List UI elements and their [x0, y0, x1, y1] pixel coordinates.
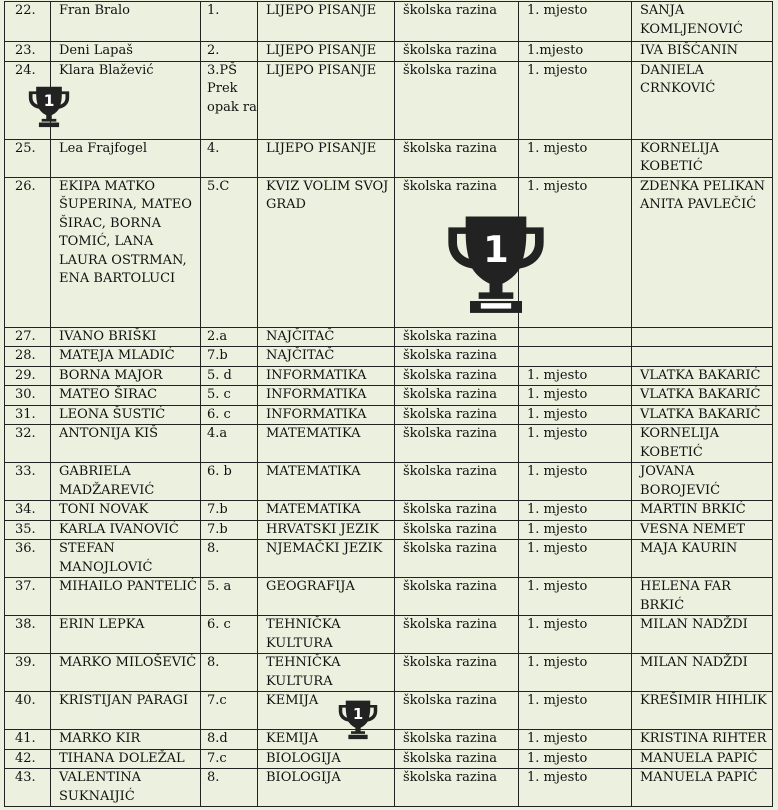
table-row	[5, 366, 773, 386]
trophy-icon	[26, 84, 72, 128]
table-row	[5, 42, 773, 62]
subject: LIJEPO PISANJE	[258, 42, 395, 62]
competition-level: školska razina	[395, 540, 519, 578]
student-name: MATEO ŠIRAC	[51, 386, 201, 406]
class-label: 5. c	[201, 386, 258, 406]
class-label: 7.c	[201, 692, 258, 730]
row-number: 24.	[5, 61, 51, 139]
table-row	[5, 327, 773, 347]
row-number: 38.	[5, 616, 51, 654]
student-name: ERIN LEPKA	[51, 616, 201, 654]
student-name: STEFAN MANOJLOVIĆ	[51, 540, 201, 578]
student-name: MARKO MILOŠEVIĆ	[51, 654, 201, 692]
placement: 1. mjesto	[519, 2, 632, 42]
subject: TEHNIČKA KULTURA	[258, 616, 395, 654]
subject: LIJEPO PISANJE	[258, 61, 395, 139]
row-number: 35.	[5, 520, 51, 540]
table-row	[5, 405, 773, 425]
placement: 1. mjesto	[519, 520, 632, 540]
student-name: EKIPA MATKO ŠUPERINA, MATEO ŠIRAC, BORNA TOMIĆ, LANA LAURA OSTRMAN, ENA BARTOLUCI	[51, 177, 201, 327]
table-row	[5, 654, 773, 692]
table-row	[5, 692, 773, 730]
subject: NAJČITAČ	[258, 347, 395, 367]
mentor-name: KORNELIJA KOBETIĆ	[632, 139, 773, 177]
class-label: 8.d	[201, 730, 258, 750]
class-label: 5. a	[201, 578, 258, 616]
placement: 1. mjesto	[519, 501, 632, 521]
table-row	[5, 177, 773, 327]
row-number: 34.	[5, 501, 51, 521]
placement: 1. mjesto	[519, 540, 632, 578]
mentor-name: KRISTINA RIHTER	[632, 730, 773, 750]
class-label: 8.	[201, 540, 258, 578]
table-row	[5, 463, 773, 501]
subject: TEHNIČKA KULTURA	[258, 654, 395, 692]
class-label: 5. d	[201, 366, 258, 386]
table-row	[5, 501, 773, 521]
class-label: 2.a	[201, 327, 258, 347]
mentor-name: HELENA FAR BRKIĆ	[632, 578, 773, 616]
placement: 1.mjesto	[519, 42, 632, 62]
table-row	[5, 769, 773, 807]
row-number: 42.	[5, 749, 51, 769]
mentor-name: MANUELA PAPIĆ	[632, 769, 773, 807]
row-number: 28.	[5, 347, 51, 367]
row-number: 39.	[5, 654, 51, 692]
svg-text:1: 1	[43, 92, 55, 110]
competition-level: školska razina	[395, 730, 519, 750]
competition-level: školska razina	[395, 42, 519, 62]
table-row	[5, 2, 773, 42]
row-number: 31.	[5, 405, 51, 425]
competition-level: školska razina	[395, 366, 519, 386]
student-name: ANTONIJA KIŠ	[51, 425, 201, 463]
subject: MATEMATIKA	[258, 463, 395, 501]
subject: KEMIJA	[258, 730, 395, 750]
svg-text:1: 1	[352, 705, 364, 723]
placement: 1. mjesto	[519, 139, 632, 177]
table-row	[5, 540, 773, 578]
row-number: 23.	[5, 42, 51, 62]
student-name: IVANO BRIŠKI	[51, 327, 201, 347]
subject: BIOLOGIJA	[258, 769, 395, 807]
competition-level: školska razina	[395, 501, 519, 521]
mentor-name: VLATKA BAKARIĆ	[632, 366, 773, 386]
row-number: 32.	[5, 425, 51, 463]
student-name: VALENTINA SUKNAIJIĆ	[51, 769, 201, 807]
student-name: Klara Blažević	[51, 61, 201, 139]
competition-level: školska razina	[395, 654, 519, 692]
row-number: 41.	[5, 730, 51, 750]
placement: 1. mjesto	[519, 654, 632, 692]
subject: NJEMAČKI JEZIK	[258, 540, 395, 578]
svg-text:1: 1	[483, 228, 509, 271]
placement	[519, 347, 632, 367]
class-label: 8.	[201, 769, 258, 807]
class-label: 7.c	[201, 749, 258, 769]
subject: MATEMATIKA	[258, 425, 395, 463]
student-name: TONI NOVAK	[51, 501, 201, 521]
competition-level: školska razina	[395, 769, 519, 807]
mentor-name: ZDENKA PELIKAN ANITA PAVLEČIĆ	[632, 177, 773, 327]
subject: INFORMATIKA	[258, 405, 395, 425]
subject: BIOLOGIJA	[258, 749, 395, 769]
placement: 1. mjesto	[519, 616, 632, 654]
competition-level: školska razina	[395, 386, 519, 406]
mentor-name: MILAN NADŽDI	[632, 616, 773, 654]
mentor-name: KORNELIJA KOBETIĆ	[632, 425, 773, 463]
student-name: GABRIELA MADŽAREVIĆ	[51, 463, 201, 501]
class-label: 6. c	[201, 405, 258, 425]
subject: INFORMATIKA	[258, 386, 395, 406]
mentor-name: VESNA NEMET	[632, 520, 773, 540]
table-row	[5, 139, 773, 177]
mentor-name: SANJA KOMLJENOVIĆ	[632, 2, 773, 42]
row-number: 33.	[5, 463, 51, 501]
row-number: 25.	[5, 139, 51, 177]
table-row	[5, 749, 773, 769]
placement: 1. mjesto	[519, 730, 632, 750]
placement	[519, 327, 632, 347]
placement: 1. mjesto	[519, 578, 632, 616]
table-row	[5, 578, 773, 616]
student-name: TIHANA DOLEŽAL	[51, 749, 201, 769]
competition-level: školska razina	[395, 749, 519, 769]
placement: 1. mjesto	[519, 425, 632, 463]
competition-level: školska razina	[395, 578, 519, 616]
row-number: 22.	[5, 2, 51, 42]
class-label: 3.PŠ Prek opak ra	[201, 61, 258, 139]
class-label: 6. b	[201, 463, 258, 501]
table-row	[5, 425, 773, 463]
row-number: 40.	[5, 692, 51, 730]
class-label: 7.b	[201, 520, 258, 540]
mentor-name: VLATKA BAKARIĆ	[632, 386, 773, 406]
placement: 1. mjesto	[519, 366, 632, 386]
trophy-icon	[336, 698, 380, 740]
table-row	[5, 520, 773, 540]
class-label: 8.	[201, 654, 258, 692]
row-number: 26.	[5, 177, 51, 327]
class-label: 5.C	[201, 177, 258, 327]
placement: 1. mjesto	[519, 405, 632, 425]
student-name: Lea Frajfogel	[51, 139, 201, 177]
placement: 1. mjesto	[519, 769, 632, 807]
placement: 1. mjesto	[519, 463, 632, 501]
competition-level: školska razina	[395, 692, 519, 730]
class-label: 2.	[201, 42, 258, 62]
table-row	[5, 386, 773, 406]
student-name: KARLA IVANOVIĆ	[51, 520, 201, 540]
competition-level: školska razina	[395, 347, 519, 367]
mentor-name	[632, 347, 773, 367]
results-table	[4, 1, 773, 807]
class-label: 4.	[201, 139, 258, 177]
competition-level: školska razina	[395, 616, 519, 654]
mentor-name: JOVANA BOROJEVIĆ	[632, 463, 773, 501]
student-name: Deni Lapaš	[51, 42, 201, 62]
mentor-name	[632, 327, 773, 347]
mentor-name: MILAN NADŽDI	[632, 654, 773, 692]
student-name: BORNA MAJOR	[51, 366, 201, 386]
class-label: 7.b	[201, 501, 258, 521]
student-name: MIHAILO PANTELIĆ	[51, 578, 201, 616]
placement: 1. mjesto	[519, 177, 632, 327]
placement: 1. mjesto	[519, 61, 632, 139]
row-number: 27.	[5, 327, 51, 347]
subject: HRVATSKI JEZIK	[258, 520, 395, 540]
class-label: 6. c	[201, 616, 258, 654]
subject: NAJČITAČ	[258, 327, 395, 347]
table-row	[5, 730, 773, 750]
student-name: MATEJA MLADIĆ	[51, 347, 201, 367]
placement: 1. mjesto	[519, 692, 632, 730]
table-row	[5, 61, 773, 139]
table-row	[5, 616, 773, 654]
mentor-name: MARTIN BRKIĆ	[632, 501, 773, 521]
placement: 1. mjesto	[519, 386, 632, 406]
student-name: LEONA ŠUSTIĆ	[51, 405, 201, 425]
subject: LIJEPO PISANJE	[258, 139, 395, 177]
mentor-name: MAJA KAURIN	[632, 540, 773, 578]
row-number: 37.	[5, 578, 51, 616]
class-label: 1.	[201, 2, 258, 42]
mentor-name: DANIELA CRNKOVIĆ	[632, 61, 773, 139]
row-number: 43.	[5, 769, 51, 807]
table-row	[5, 347, 773, 367]
class-label: 7.b	[201, 347, 258, 367]
competition-level: školska razina	[395, 177, 519, 327]
competition-level: školska razina	[395, 2, 519, 42]
mentor-name: IVA BIŠĆANIN	[632, 42, 773, 62]
competition-level: školska razina	[395, 463, 519, 501]
student-name: KRISTIJAN PARAGI	[51, 692, 201, 730]
subject: KEMIJA	[258, 692, 395, 730]
mentor-name: MANUELA PAPIĆ	[632, 749, 773, 769]
row-number: 30.	[5, 386, 51, 406]
competition-level: školska razina	[395, 425, 519, 463]
competition-level: školska razina	[395, 405, 519, 425]
mentor-name: VLATKA BAKARIĆ	[632, 405, 773, 425]
row-number: 36.	[5, 540, 51, 578]
class-label: 4.a	[201, 425, 258, 463]
subject: KVIZ VOLIM SVOJ GRAD	[258, 177, 395, 327]
subject: INFORMATIKA	[258, 366, 395, 386]
competition-level: školska razina	[395, 61, 519, 139]
trophy-icon	[440, 210, 552, 314]
subject: MATEMATIKA	[258, 501, 395, 521]
subject: LIJEPO PISANJE	[258, 2, 395, 42]
student-name: Fran Bralo	[51, 2, 201, 42]
subject: GEOGRAFIJA	[258, 578, 395, 616]
mentor-name: KREŠIMIR HIHLIK	[632, 692, 773, 730]
row-number: 29.	[5, 366, 51, 386]
competition-level: školska razina	[395, 520, 519, 540]
student-name: MARKO KIR	[51, 730, 201, 750]
competition-level: školska razina	[395, 139, 519, 177]
competition-level: školska razina	[395, 327, 519, 347]
placement: 1. mjesto	[519, 749, 632, 769]
